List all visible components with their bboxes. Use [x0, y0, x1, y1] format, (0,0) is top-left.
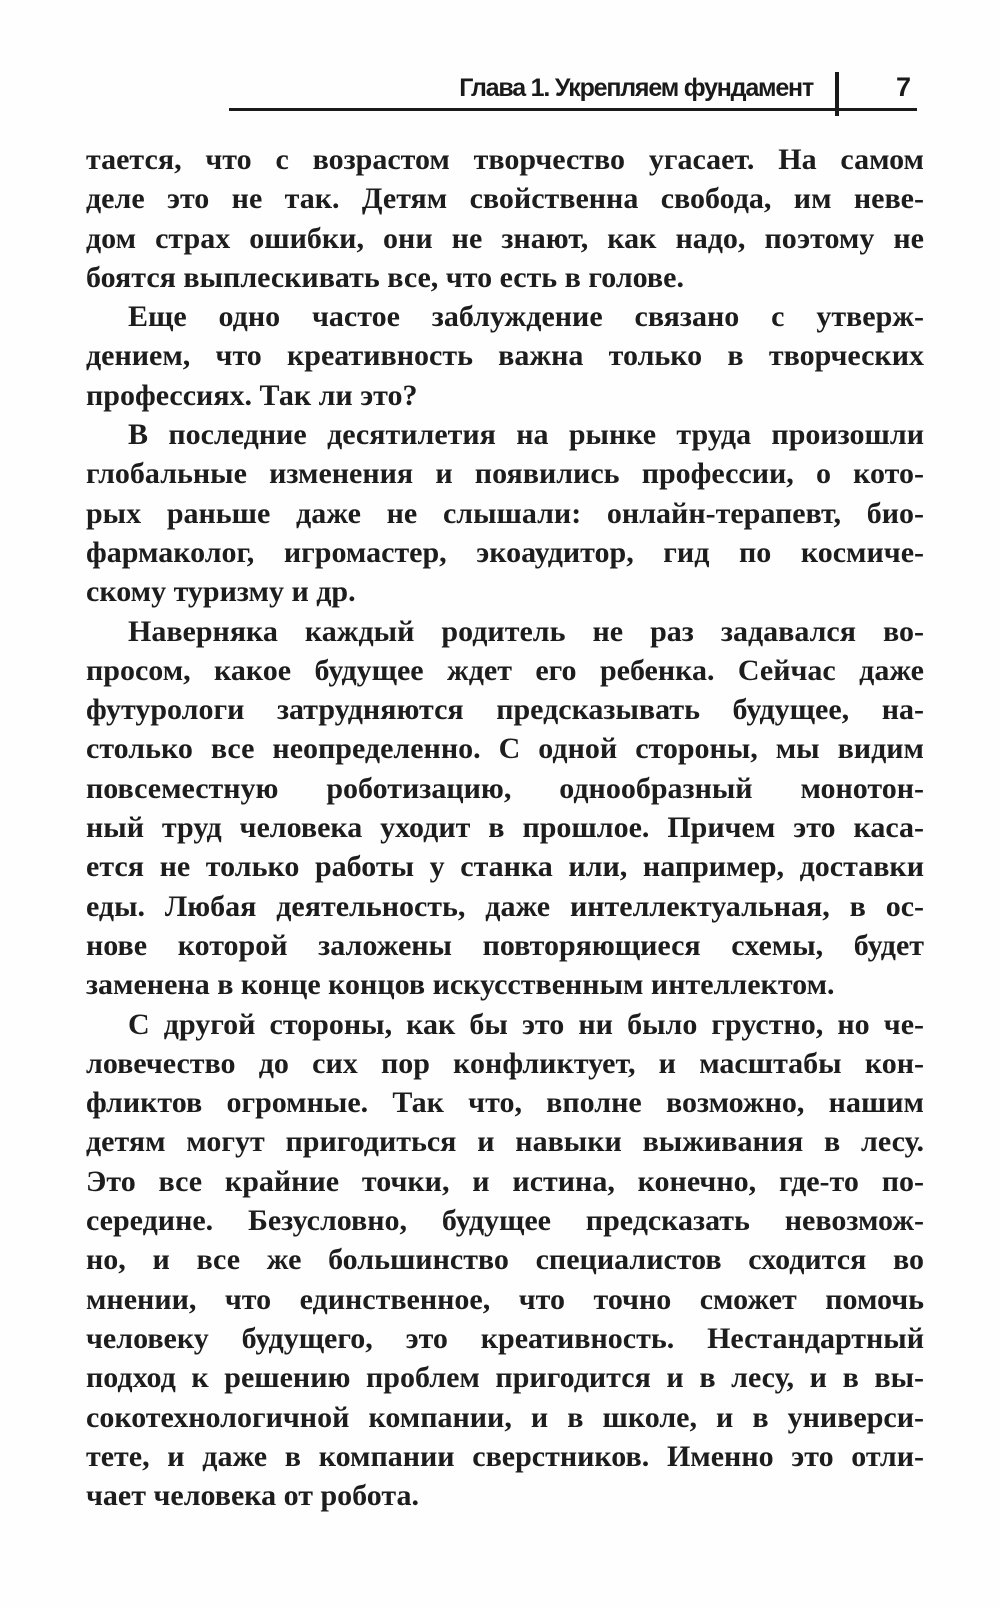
text-line: рых раньше даже не слышали: онлайн-терапевт, био- — [86, 496, 924, 530]
text-line: заменена в конце концов искусственным интеллектом. — [86, 968, 835, 1002]
text-line: детям могут пригодиться и навыки выживания в лесу. — [86, 1125, 924, 1159]
text-line: Еще одно частое заблуждение связано с утверж- — [128, 300, 924, 334]
text-line: ловечество до сих пор конфликтует, и масштабы кон- — [86, 1046, 924, 1080]
running-head — [229, 74, 917, 114]
text-line: подход к решению проблем пригодится и в лесу, и в вы- — [86, 1361, 924, 1395]
paragraph — [86, 297, 924, 415]
text-line: Наверняка каждый родитель не раз задавался во- — [128, 614, 924, 648]
text-line: скому туризму и др. — [86, 575, 356, 609]
paragraph — [86, 1005, 924, 1516]
text-line: С другой стороны, как бы это ни было грустно, но че- — [128, 1007, 924, 1041]
text-line: В последние десятилетия на рынке труда произошли — [128, 418, 924, 452]
text-line: нове которой заложены повторяющиеся схемы, будет — [86, 928, 924, 962]
text-line: ется не только работы у станка или, например, доставки — [86, 850, 924, 884]
text-line: чает человека от робота. — [86, 1479, 419, 1513]
paragraph — [86, 612, 924, 1005]
text-line: фармаколог, игромастер, экоаудитор, гид по космиче- — [86, 535, 924, 569]
text-line: мнении, что единственное, что точно сможет помочь — [86, 1282, 924, 1316]
text-line: дением, что креативность важна только в творческих — [86, 339, 924, 373]
text-line: фликтов огромные. Так что, вполне возможно, нашим — [86, 1086, 924, 1120]
text-line: Это все крайние точки, и истина, конечно, где-то по- — [86, 1164, 924, 1198]
text-line: футурологи затрудняются предсказывать будущее, на- — [86, 693, 924, 727]
text-line: просом, какое будущее ждет его ребенка. Сейчас даже — [86, 653, 924, 687]
text-line: ный труд человека уходит в прошлое. Причем это каса- — [86, 811, 924, 845]
text-line: боятся выплескивать все, что есть в голове. — [86, 260, 684, 294]
text-line: но, и все же большинство специалистов сходится во — [86, 1243, 924, 1277]
text-line: тается, что с возрастом творчество угасает. На самом — [86, 143, 924, 176]
text-line: деле это не так. Детям свойственна свобода, им неве- — [86, 182, 924, 216]
paragraph — [86, 415, 924, 611]
text-line: повсеместную роботизацию, однообразный монотон- — [86, 771, 924, 805]
text-line: человеку будущего, это креативность. Нестандартный — [86, 1321, 924, 1355]
text-line: еды. Любая деятельность, даже интеллектуальная, в ос- — [86, 889, 924, 923]
text-line: середине. Безусловно, будущее предсказать невозмож- — [86, 1204, 924, 1238]
page-number: 7 — [895, 72, 911, 102]
text-line: дом страх ошибки, они не знают, как надо, поэтому не — [86, 221, 924, 255]
paragraph — [86, 140, 924, 297]
text-line: столько все неопределенно. С одной стороны, мы видим — [86, 732, 924, 766]
header-rule — [229, 108, 917, 111]
body-text — [86, 140, 924, 1515]
text-line: тете, и даже в компании сверстников. Именно это отли- — [86, 1439, 924, 1473]
text-line: глобальные изменения и появились профессии, о кото- — [86, 457, 924, 491]
text-line: профессиях. Так ли это? — [86, 378, 418, 412]
text-line: сокотехнологичной компании, и в школе, и в универси- — [86, 1400, 924, 1434]
chapter-title: Глава 1. Укрепляем фундамент — [459, 74, 813, 102]
